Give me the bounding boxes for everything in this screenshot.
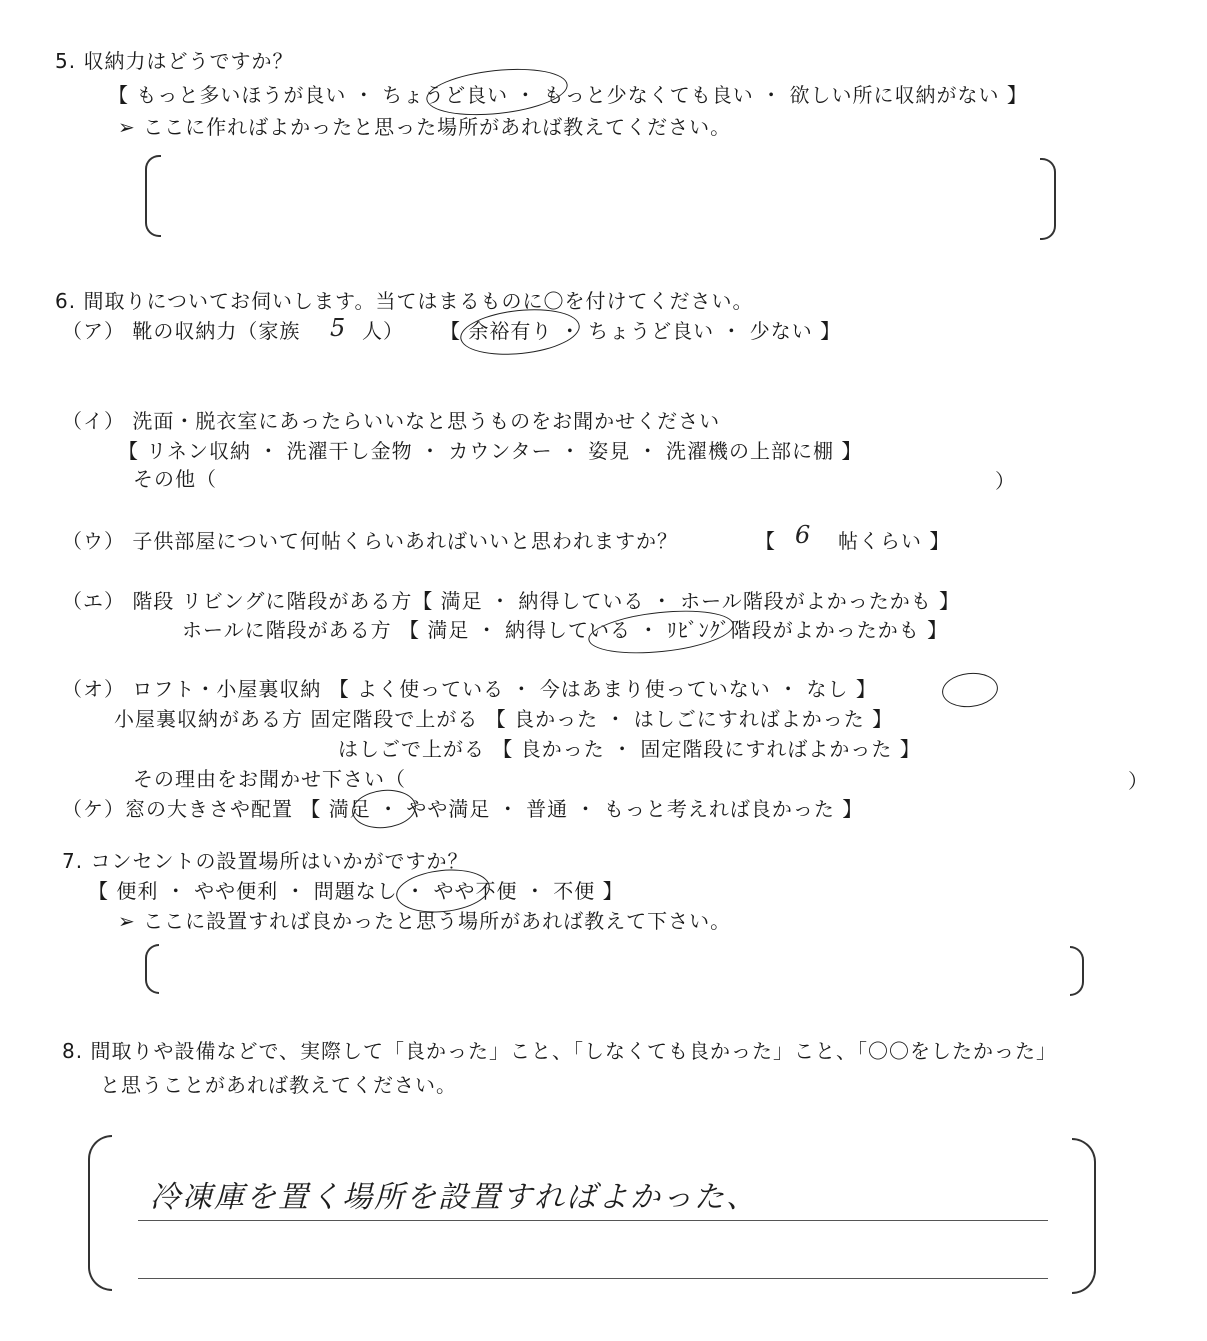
q8-title: 8. 間取りや設備などで、実際して「良かった」こと、「しなくても良かった」こと、「〇〇をしたかった」 xyxy=(62,1039,1058,1063)
q6-o-reason-close: ） xyxy=(1128,769,1149,793)
q7-title: 7. コンセントの設置場所はいかがですか？ xyxy=(62,849,469,873)
q6-e-hall: ホールに階段がある方 【 満足 ・ 納得している ・ ﾘﾋﾞﾝｸﾞ階段がよかったかも 】 xyxy=(182,618,949,642)
q8-answer-line-1 xyxy=(138,1220,1048,1221)
q6-ke-label: （ケ）窓の大きさや配置 【 満足 ・ やや満足 ・ 普通 ・ もっと考えれば良かった 】 xyxy=(62,797,864,821)
q6-ke-selected-circle xyxy=(350,787,418,831)
q6-i-other: その他（ xyxy=(133,467,217,491)
q5-answer-open-bracket xyxy=(145,155,161,237)
q5-prompt: ➢ ここに作ればよかったと思った場所があれば教えてください。 xyxy=(118,115,732,139)
q6-o-fixed: 小屋裏収納がある方 固定階段で上がる 【 良かった ・ はしごにすればよかった 】 xyxy=(114,707,894,731)
q7-answer-close-bracket xyxy=(1070,946,1084,996)
q7-options: 【 便利 ・ やや便利 ・ 問題なし ・ やや不便 ・ 不便 】 xyxy=(88,879,624,903)
q8-answer-line-2 xyxy=(138,1278,1048,1279)
q6-e-label: （エ） 階段 リビングに階段がある方【 満足 ・ 納得している ・ ホール階段がよかったかも 】 xyxy=(62,589,961,613)
q6-u-label: （ウ） 子供部屋について何帖くらいあればいいと思われますか？ xyxy=(62,529,678,553)
q6-a-label: （ア） 靴の収納力（家族 xyxy=(62,319,301,343)
q8-title-line2: と思うことがあれば教えてください。 xyxy=(100,1073,457,1097)
q6-i-other-close: ） xyxy=(995,469,1016,493)
q8-answer-close-bracket xyxy=(1072,1138,1096,1294)
q5-title: 5. 収納力はどうですか？ xyxy=(55,49,294,73)
q6-a-unit: 人） xyxy=(362,319,404,343)
q5-options: 【 もっと多いほうが良い ・ ちょうど良い ・ もっと少なくても良い ・ 欲しい所に収納がない 】 xyxy=(108,83,1028,107)
q6-title: 6. 間取りについてお伺いします。当てはまるものに〇を付けてください。 xyxy=(55,289,754,313)
q7-answer-open-bracket xyxy=(145,944,159,994)
q6-i-label: （イ） 洗面・脱衣室にあったらいいなと思うものをお聞かせください xyxy=(62,409,721,433)
q6-o-label: （オ） ロフト・小屋裏収納 【 よく使っている ・ 今はあまり使っていない ・ なし 】 xyxy=(62,677,877,701)
q6-o-ladder: はしごで上がる 【 良かった ・ 固定階段にすればよかった 】 xyxy=(338,737,921,761)
q6-i-options: 【 リネン収納 ・ 洗濯干し金物 ・ カウンター ・ 姿見 ・ 洗濯機の上部に棚 】 xyxy=(118,439,863,463)
q6-o-reason: その理由をお聞かせ下さい（ xyxy=(133,767,406,791)
q8-handwritten-answer: 冷凍庫を置く場所を設置すればよかった、 xyxy=(150,1180,758,1215)
q6-a-family-count: 5 xyxy=(330,314,347,342)
q6-u-unit: 帖くらい 】 xyxy=(838,529,951,553)
q5-selected-circle xyxy=(424,63,570,122)
q6-u-value: 6 xyxy=(795,521,812,549)
q8-answer-open-bracket xyxy=(88,1135,112,1291)
q5-answer-close-bracket xyxy=(1040,158,1056,240)
q7-prompt: ➢ ここに設置すれば良かったと思う場所があれば教えて下さい。 xyxy=(118,909,732,933)
q6-o-selected-circle xyxy=(940,670,999,710)
q6-a-options: 【 余裕有り ・ ちょうど良い ・ 少ない 】 xyxy=(440,319,842,343)
q6-u-open: 【 xyxy=(755,529,776,553)
